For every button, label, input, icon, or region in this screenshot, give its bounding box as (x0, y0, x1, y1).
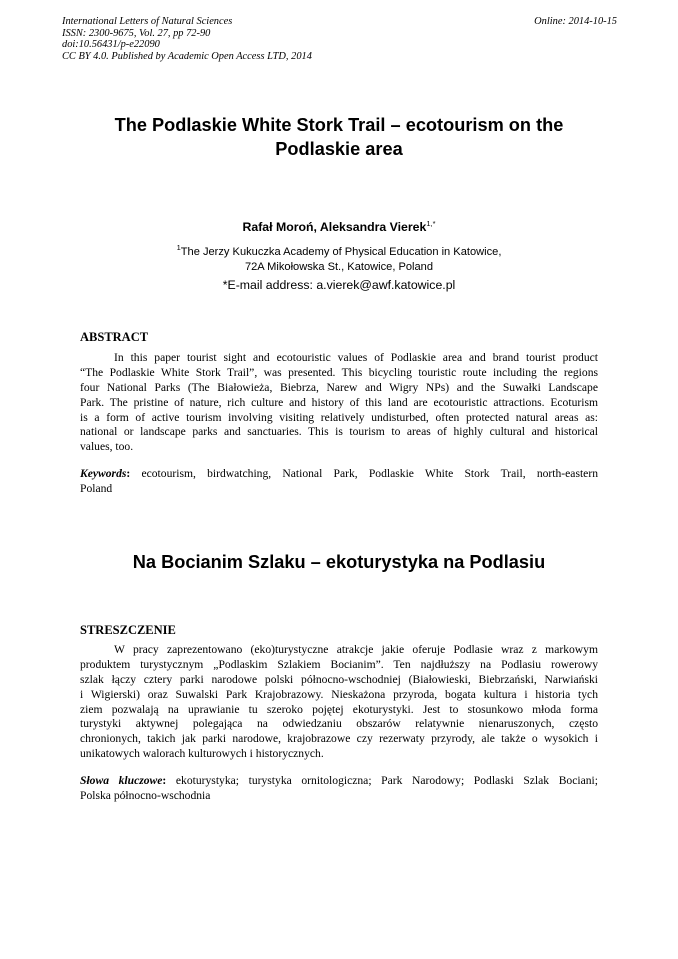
slowa-label: Słowa kluczowe (80, 774, 163, 787)
journal-issn: ISSN: 2300-9675, Vol. 27, pp 72-90 (62, 27, 211, 39)
journal-header (62, 16, 617, 62)
streszczenie-heading: STRESZCZENIE (80, 623, 176, 637)
streszczenie-line: turystyki aktywnej polegająca na odwiedzaniu obszarów relatywnie nienaruszonych, często (80, 717, 598, 731)
abstract-line: values, too. (80, 440, 134, 454)
keywords (80, 467, 598, 497)
slowa-text: Polska północno-wschodnia (80, 788, 211, 802)
abstract-line: In this paper tourist sight and ecotouristic values of Podlaskie area and brand tourist product (114, 351, 598, 364)
streszczenie-line: chronionych, takich jak parki narodowe, krajobrazowe czy rezerwaty przyrody, ale także o wysokich i (80, 732, 598, 746)
polish-title: Na Bocianim Szlaku – ekoturystyka na Podlasiu (132, 552, 546, 572)
streszczenie-line: szlak łączy cztery parki narodowe polski północno-wschodniej (Białowieski, Biebrzański, Narwiański (80, 672, 598, 686)
streszczenie-line: W pracy zaprezentowano (eko)turystyczne atrakcje jakie oferuje Podlasie wraz z markowym (114, 643, 598, 656)
keywords-text: Poland (80, 481, 113, 495)
affiliation (60, 245, 618, 274)
paper-title (60, 114, 618, 161)
author-list (60, 220, 618, 235)
keywords-sep: : (126, 467, 131, 480)
abstract-line: four National Parks (The Białowieża, Biebrza, Narew and Wigry NPs) and the Suwałki Landscape (80, 380, 598, 394)
affiliation-line: 72A Mikołowska St., Katowice, Poland (244, 260, 434, 273)
keywords-text: ecotourism, birdwatching, National Park, Podlaskie White Stork Trail, north-eastern (130, 467, 598, 480)
journal-license: CC BY 4.0. Published by Academic Open Access LTD, 2014 (62, 50, 312, 62)
streszczenie-line: i Wigierski) oraz Suwalski Park Krajobrazowy. Nieskażona przyroda, bogata kultura i historia tych (80, 687, 598, 701)
journal-doi: doi:10.56431/p-e22090 (62, 39, 160, 51)
keywords-label: Keywords (80, 467, 127, 480)
abstract-line: is a form of active tourism involving visiting relatively undisturbed, often protected natural areas as: (80, 410, 598, 424)
streszczenie-body (80, 643, 598, 762)
author-marks: 1,* (426, 219, 436, 228)
abstract-heading: ABSTRACT (80, 330, 149, 344)
journal-name: International Letters of Natural Sciences (62, 16, 233, 27)
slowa-sep: : (162, 774, 167, 787)
abstract-line: “The Podlaskie White Stork Trail”, was presented. This bicycling touristic route including the regions (80, 365, 598, 379)
affiliation-mark: 1 (176, 243, 181, 252)
slowa-kluczowe (80, 774, 598, 804)
affiliation-line: The Jerzy Kukuczka Academy of Physical Education in Katowice, (180, 246, 502, 258)
slowa-text: ekoturystyka; turystyka ornitologiczna; Park Narodowy; Podlaski Szlak Bociani; (166, 774, 598, 787)
title-line: The Podlaskie White Stork Trail – ecotourism on the (114, 115, 564, 135)
online-date: Online: 2014-10-15 (534, 16, 617, 27)
abstract-body (80, 351, 598, 455)
author-names: Rafał Moroń, Aleksandra Vierek (242, 220, 427, 234)
corresponding-email[interactable]: *E-mail address: a.vierek@awf.katowice.pl (222, 278, 456, 292)
streszczenie-line: ziem pozwalają na uprawianie tu szeroko pojętej ekoturystyki. Jest to stosunkowo młoda forma (80, 702, 598, 716)
abstract-line: Park. The pristine of nature, rich culture and history of this land are ecotouristic attractions. Ecoturism (80, 395, 598, 409)
streszczenie-line: unikatowych walorach kulturowych i historycznych. (80, 747, 324, 761)
streszczenie-line: produktem turystycznym „Podlaskim Szlakiem Bocianim”. Ten najdłuższy na Podlasiu rowerowy (80, 657, 598, 671)
title-line: Podlaskie area (275, 138, 403, 159)
abstract-line: national or landscape parks and sanctuaries. This is tourism to areas of highly cultural and historical (80, 425, 598, 439)
